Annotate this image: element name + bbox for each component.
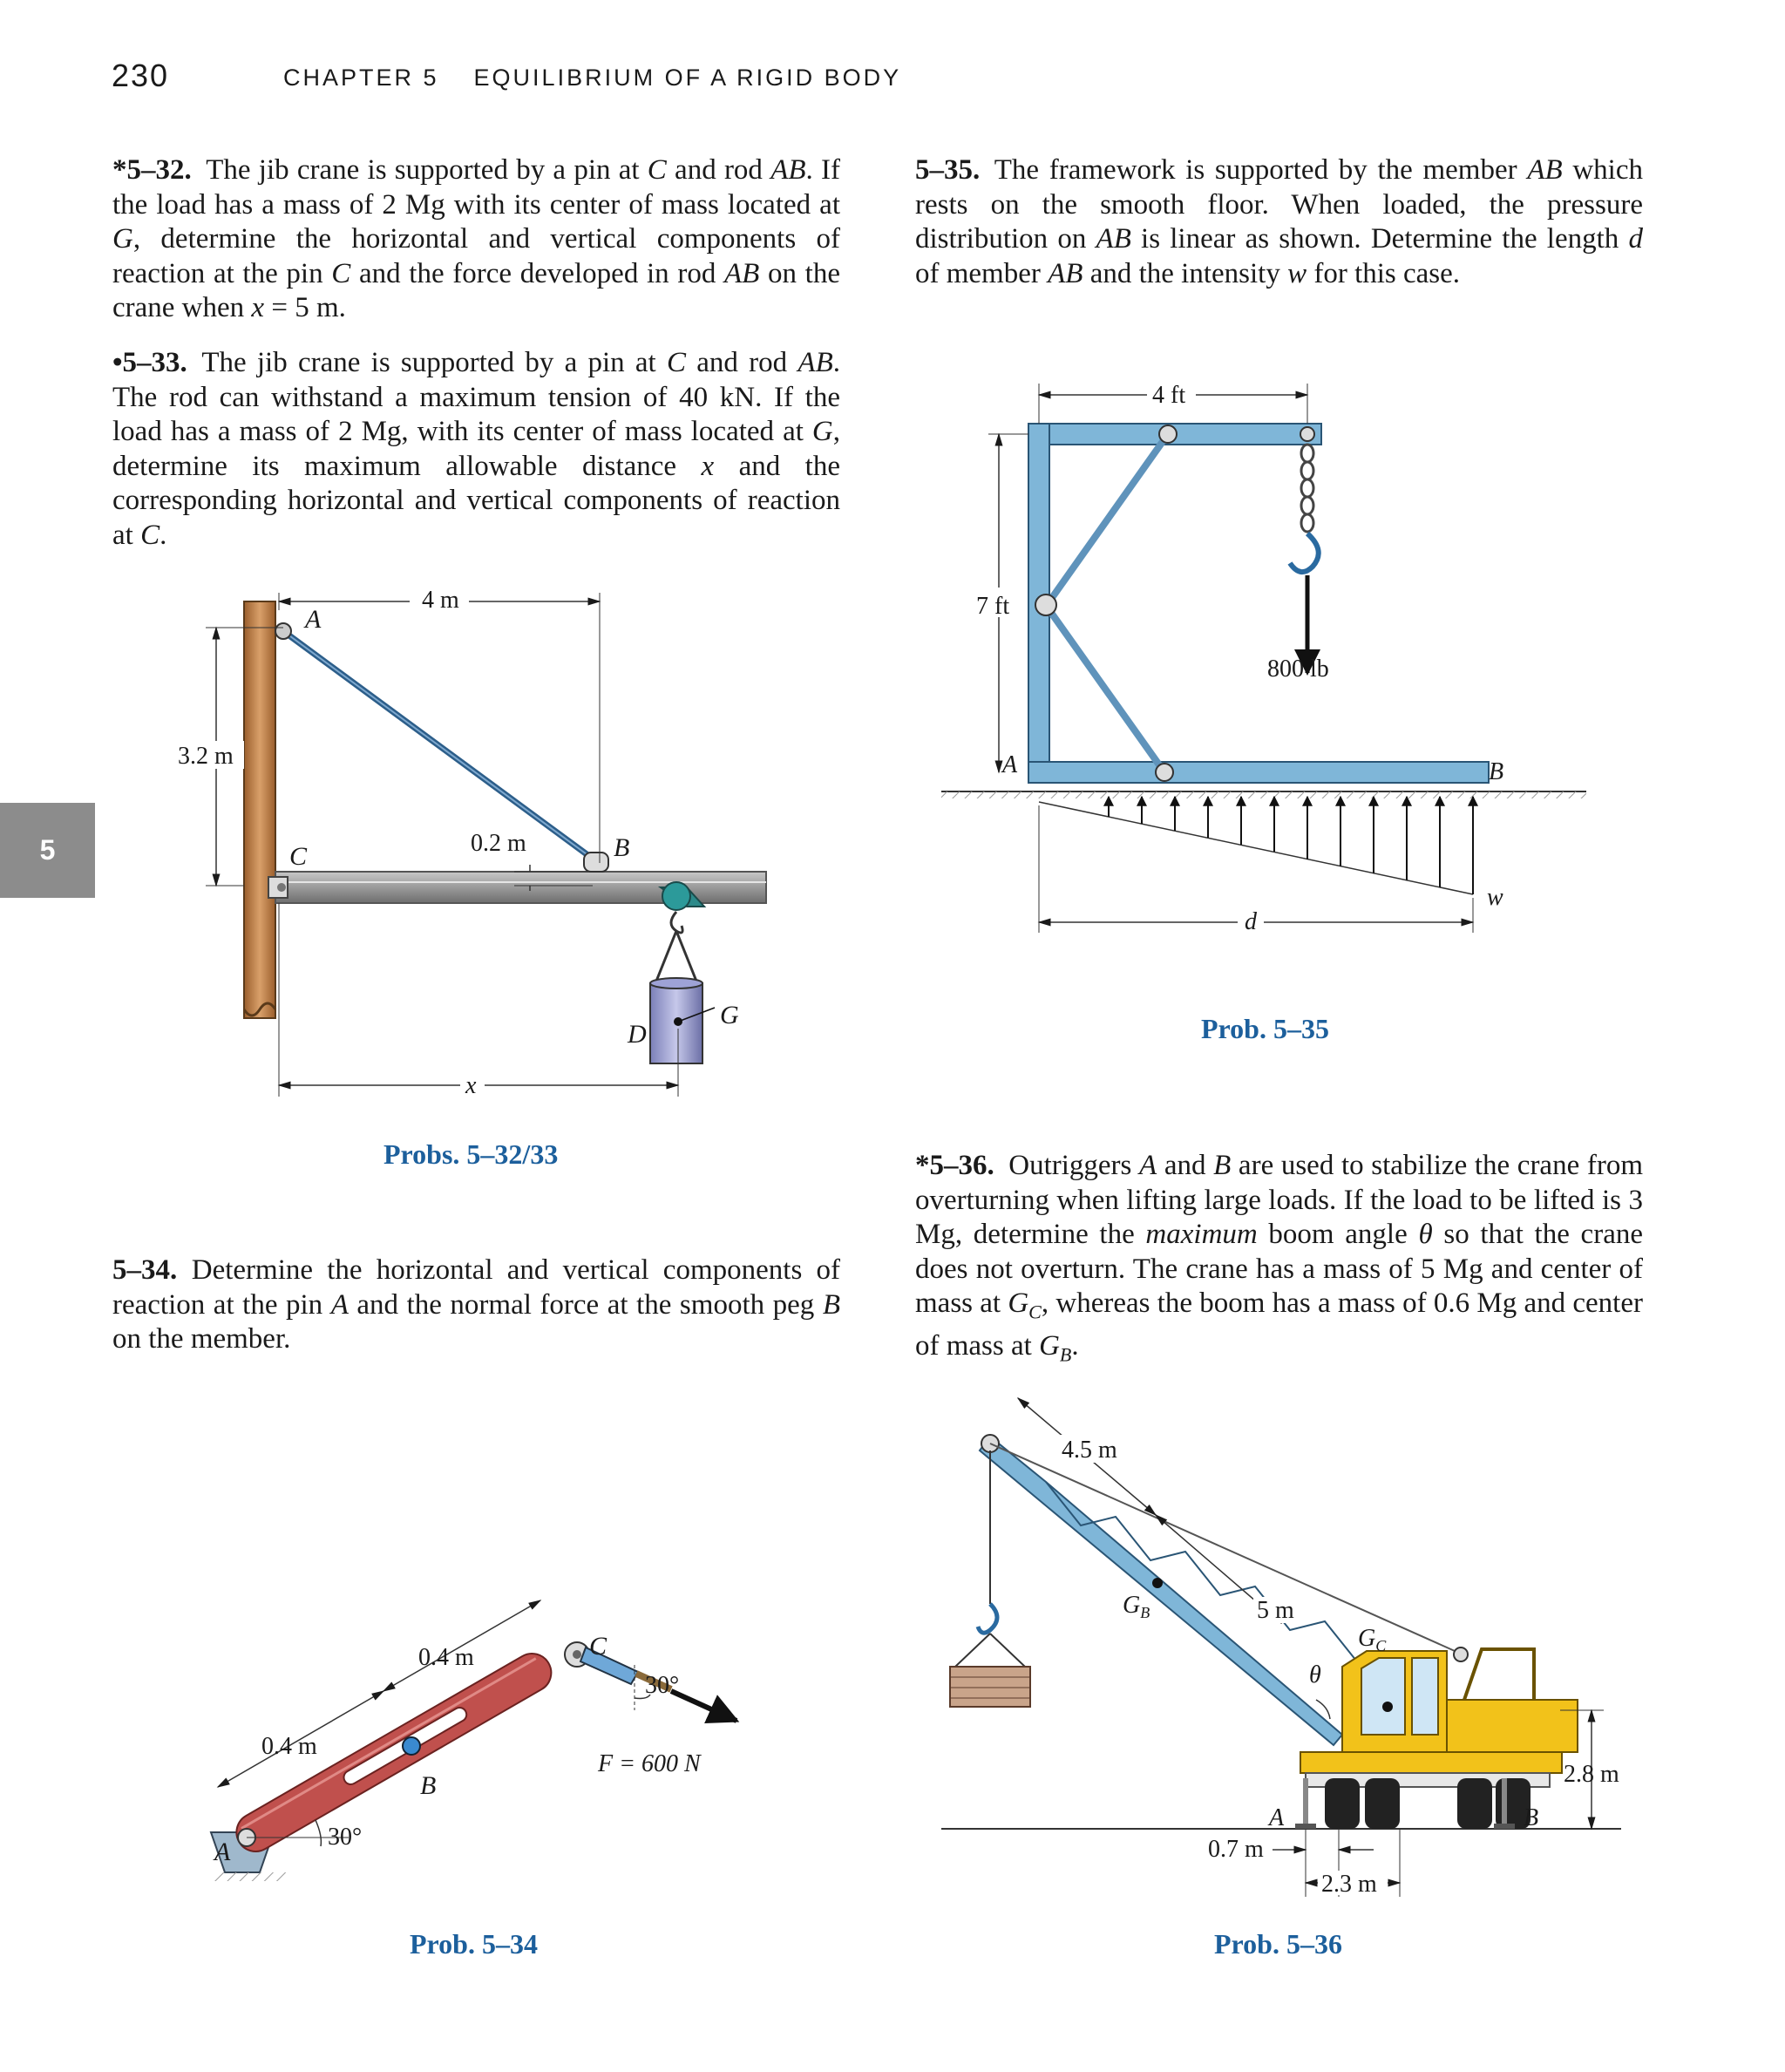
wall-post [244, 601, 275, 1018]
dim-7ft: 7 ft [976, 593, 1010, 620]
label-c-34: C [589, 1632, 607, 1661]
problem-number: *5–32. [112, 154, 192, 186]
problem-number: 5–34. [112, 1254, 178, 1286]
brace-lower [1049, 610, 1164, 772]
brace-upper [1049, 434, 1168, 601]
wheel-front-2 [1365, 1778, 1400, 1829]
angle-theta: θ [1309, 1661, 1321, 1688]
label-b-34: B [420, 1771, 437, 1800]
figure-member [211, 1600, 736, 1881]
peg-b [403, 1737, 420, 1755]
problem-5-33: •5–33. The jib crane is supported by a pin at C and rod AB. The rod can withstand a maximum tension of 40 kN. If the load has a mass of 2 Mg, with its center of mass located at G, determine its maximum allowable distance x and the corresponding horizontal and vertical components of reaction at C. [112, 347, 840, 551]
dim-0-7m: 0.7 m [1208, 1836, 1264, 1863]
dim-d: d [1245, 908, 1257, 935]
problem-number: *5–36. [915, 1150, 994, 1181]
caption-prob-5-36: Prob. 5–36 [1214, 1928, 1342, 1960]
label-a: A [305, 605, 322, 634]
label-gc: $G_C$ [1358, 1625, 1387, 1654]
dim-0-2m: 0.2 m [471, 830, 526, 857]
carrier-deck [1300, 1752, 1562, 1773]
dim-upper-0-4m: 0.4 m [418, 1644, 474, 1671]
wheel-front [1325, 1778, 1360, 1829]
figure-mobile-crane [941, 1398, 1621, 1898]
chapter-label: CHAPTER 5 [283, 65, 439, 91]
caption-prob-5-34: Prob. 5–34 [410, 1928, 538, 1960]
pressure-arrows [1109, 797, 1473, 894]
force-arrow [671, 1691, 736, 1721]
dim-5m: 5 m [1257, 1597, 1294, 1624]
label-a-34: A [214, 1838, 231, 1866]
problem-5-36: *5–36. Outriggers A and B are used to stabilize the crane from overturning when lifting large loads. If the load to be lifted is 3 Mg, determine the maximum boom angle θ so that the crane does not overturn. The crane has a mass of 5 Mg and center of mass at $G_C$, whereas the boom has a mass of 0.6 Mg and center of mass at $G_B$. [915, 1150, 1644, 1366]
label-a-36: A [1269, 1804, 1285, 1831]
force-label: F = 600 N [598, 1750, 701, 1777]
label-b-36: B [1524, 1804, 1539, 1831]
dim-lower-0-4m: 0.4 m [261, 1733, 317, 1760]
chapter-tab[interactable]: 5 [0, 803, 95, 898]
label-g: G [720, 1001, 739, 1029]
center-of-mass-gc [1382, 1702, 1393, 1712]
load-label: 800 lb [1267, 656, 1329, 683]
trolley [662, 882, 690, 910]
caption-prob-5-35: Prob. 5–35 [1201, 1013, 1329, 1044]
label-c: C [289, 842, 308, 871]
dim-4ft: 4 ft [1152, 382, 1186, 409]
dim-2-8m: 2.8 m [1564, 1761, 1619, 1788]
figure-framework [941, 380, 1586, 936]
engine-housing [1447, 1700, 1578, 1752]
boom [980, 1435, 1360, 1745]
label-d: D [628, 1020, 647, 1049]
label-b-35: B [1489, 758, 1504, 785]
pin-a [275, 623, 291, 639]
member-ab [1028, 762, 1489, 783]
problem-number: 5–35. [915, 154, 981, 186]
label-a-35: A [1002, 751, 1018, 778]
dim-3-2m: 3.2 m [178, 743, 234, 770]
label-b: B [614, 833, 630, 862]
wheel-rear [1457, 1778, 1492, 1829]
dim-4-5m: 4.5 m [1062, 1437, 1117, 1464]
chapter-title: EQUILIBRIUM OF A RIGID BODY [473, 65, 902, 91]
problem-number: •5–33. [112, 347, 187, 378]
boom-cable [990, 1444, 1463, 1654]
problem-5-34: 5–34. Determine the horizontal and vertical components of reaction at the pin A and the normal force at the smooth peg B on the member. [112, 1254, 840, 1355]
page-number: 230 [112, 58, 170, 93]
problem-5-32: *5–32. The jib crane is supported by a pin at C and rod AB. If the load has a mass of 2 Mg with its center of mass located at G, determine the horizontal and vertical components of reaction at the pin C and the force developed in rod AB on the crane when x = 5 m. [112, 154, 840, 323]
caption-probs-5-32-33: Probs. 5–32/33 [383, 1138, 559, 1170]
center-of-mass-gb [1152, 1578, 1163, 1588]
load-crate [950, 1667, 1030, 1707]
dim-4m: 4 m [422, 587, 459, 614]
pin-b [584, 853, 608, 872]
label-gb: $G_B$ [1123, 1592, 1150, 1621]
label-w: w [1487, 884, 1503, 911]
problem-5-35: 5–35. The framework is supported by the member AB which rests on the smooth floor. When loaded, the pressure distribution on AB is linear as shown. Determine the length d of member AB and the intensity w for this case. [915, 154, 1643, 289]
angle-force: 30° [645, 1672, 680, 1699]
dim-x: x [465, 1072, 477, 1099]
figure-jib-crane [174, 584, 766, 1099]
angle-base: 30° [328, 1824, 363, 1851]
dim-2-3m: 2.3 m [1321, 1871, 1377, 1898]
chain [1290, 445, 1319, 572]
